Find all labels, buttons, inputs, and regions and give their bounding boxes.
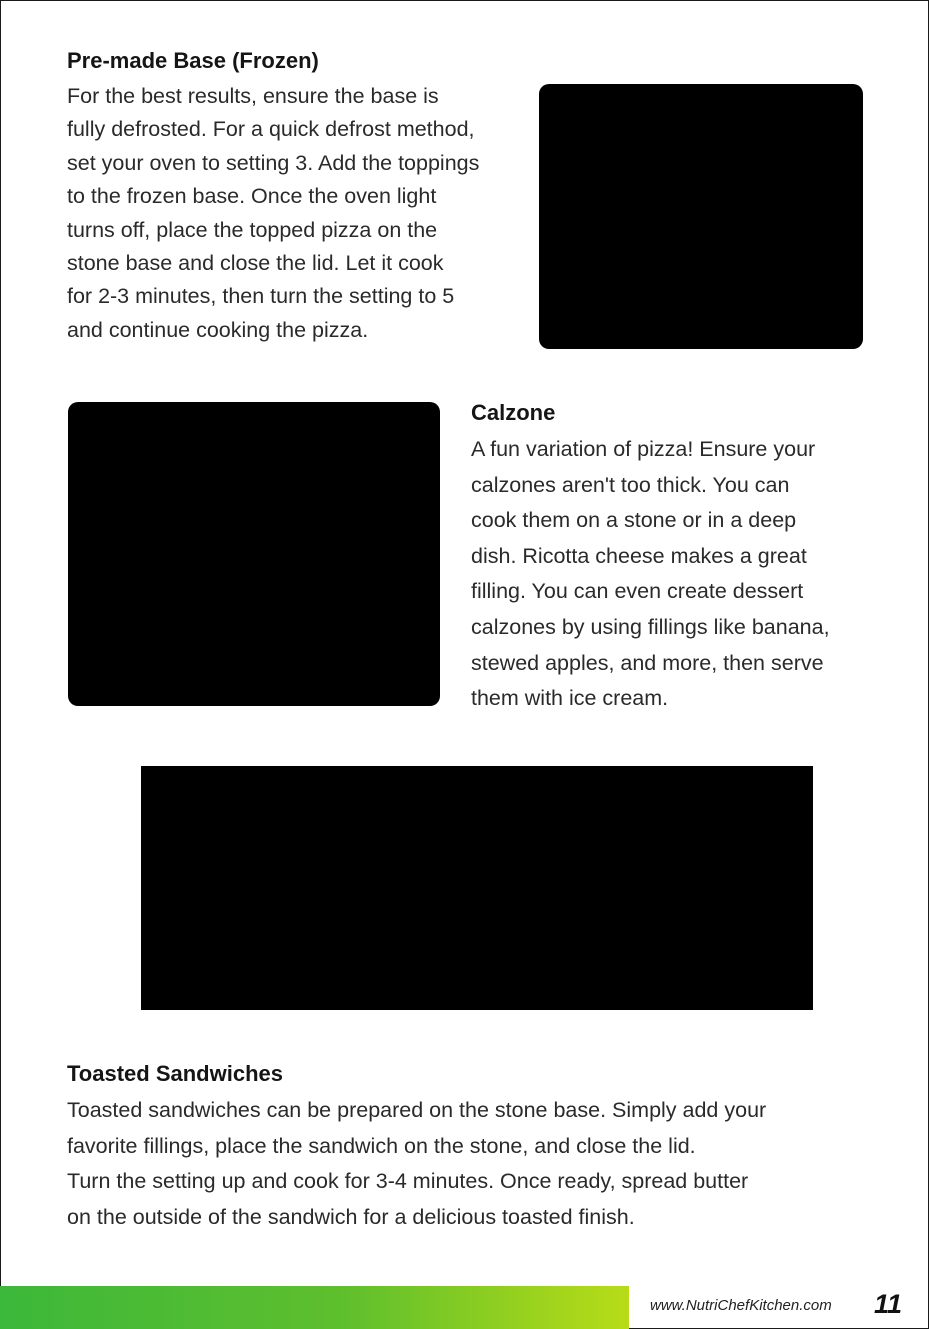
sandwiches-heading: Toasted Sandwiches	[67, 1061, 283, 1086]
sandwich-image	[141, 766, 813, 1010]
frozen-base-text: For the best results, ensure the base is fully defrosted. For a quick defrost method, set your oven to setting 3. Add the toppings to the frozen base. Once the oven light turns off, place the topped pizza on the stone base and close the lid. Let it cook for 2-3 minutes, then turn the setting to 5 and continue cooking the pizza.	[67, 84, 480, 342]
footer-website-link[interactable]: www.NutriChefKitchen.com	[650, 1297, 832, 1314]
sandwiches-text: Toasted sandwiches can be prepared on the stone base. Simply add your favorite fillings, place the sandwich on the stone, and close the lid. Turn the setting up and cook for 3-4 minutes. Once ready, spread butter on the outside of the sandwich for a delicious toasted finish.	[67, 1098, 767, 1229]
frozen-pizza-image	[539, 84, 863, 349]
calzone-section	[471, 400, 871, 717]
page-number: 11	[874, 1289, 903, 1319]
calzone-image	[68, 402, 440, 706]
footer-gradient-bar	[0, 1286, 629, 1329]
calzone-text: A fun variation of pizza! Ensure your calzones aren't too thick. You can cook them on a stone or in a deep dish. Ricotta cheese makes a great filling. You can even create dessert calzones by using fillings like banana, stewed apples, and more, then serve them with ice cream.	[471, 437, 830, 711]
frozen-base-heading: Pre-made Base (Frozen)	[67, 48, 319, 73]
calzone-heading: Calzone	[471, 400, 556, 425]
sandwiches-section	[67, 1061, 887, 1235]
frozen-base-section	[67, 48, 527, 347]
